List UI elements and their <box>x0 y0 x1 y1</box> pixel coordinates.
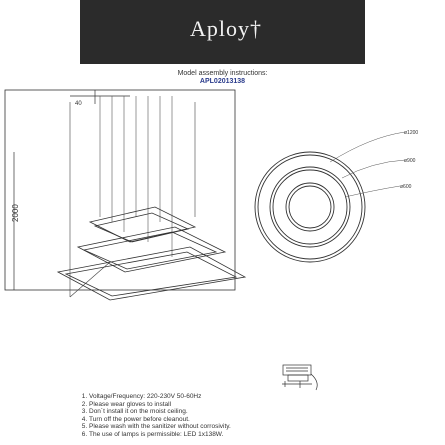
pendant-rings-perspective <box>58 207 245 300</box>
instruction-item: 2. Please wear gloves to install <box>89 401 445 409</box>
pendant-rings-top-view <box>255 152 365 262</box>
ring-label-medium: ø900 <box>404 158 416 164</box>
instruction-item: 6. The use of lamps is permissible: LED 1x138W. <box>89 431 445 439</box>
instruction-item: 5. Please wash with the sanitizer without corrosivity. <box>89 423 445 431</box>
ring-label-large: ø1200 <box>404 130 419 136</box>
ceiling-canopy <box>282 365 317 390</box>
instruction-item: 1. Voltage/Frequency: 220-230V 50-60Hz <box>89 393 445 401</box>
caption-title: Model assembly instructions: <box>177 70 268 77</box>
instructions-list <box>75 393 445 439</box>
ring-label-small: ø600 <box>400 184 412 190</box>
brand-logo: Aploy† <box>190 16 262 41</box>
instruction-item: 3. Don´t install it on the moist ceiling. <box>89 408 445 416</box>
instruction-item: 4. Turn off the power before cleanout. <box>89 416 445 424</box>
dim-40-label: 40 <box>75 101 82 107</box>
brand-banner <box>80 0 365 64</box>
height-dim-label: 2000 <box>11 204 20 222</box>
model-code: APL02013138 <box>199 78 246 85</box>
technical-drawing <box>0 82 445 392</box>
